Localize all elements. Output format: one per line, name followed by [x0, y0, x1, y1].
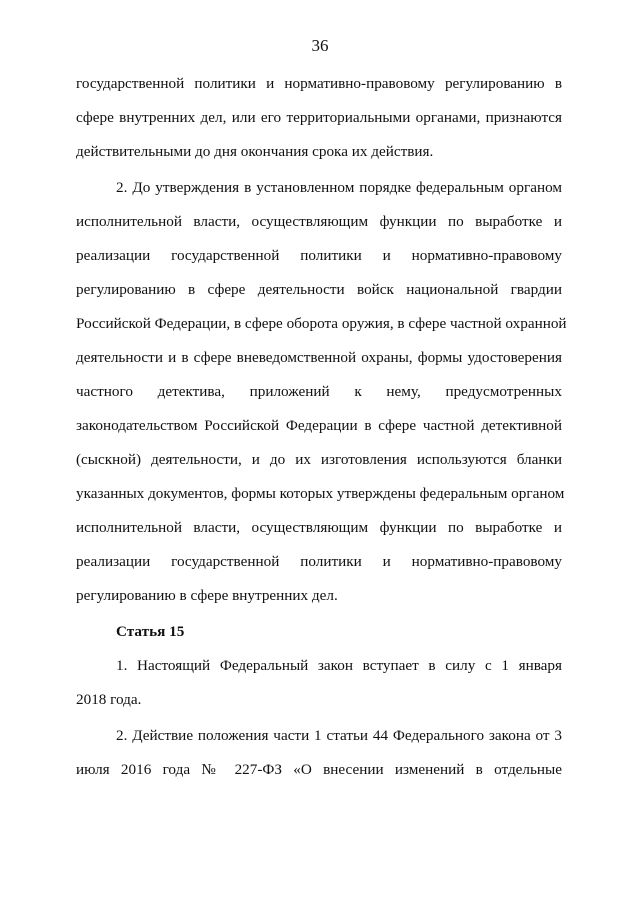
paragraph-first-line: 2. Действие положения части 1 статьи 44 Федерального закона от 3	[116, 727, 562, 744]
text-line: исполнительной власти, осуществляющим функции по выработке и	[76, 519, 562, 536]
text-line: государственной политики и нормативно-правовому регулированию в	[76, 75, 562, 92]
text-line: регулированию в сфере деятельности войск национальной гвардии	[76, 281, 562, 298]
text-line: Российской Федерации, в сфере оборота оружия, в сфере частной охранной	[76, 315, 567, 332]
text-line: (сыскной) деятельности, и до их изготовления используются бланки	[76, 451, 562, 468]
text-line: реализации государственной политики и нормативно-правовому	[76, 553, 562, 570]
article-heading: Статья 15	[116, 623, 185, 640]
text-line: деятельности и в сфере вневедомственной охраны, формы удостоверения	[76, 349, 562, 366]
text-line: исполнительной власти, осуществляющим функции по выработке и	[76, 213, 562, 230]
paragraph-first-line: 2. До утверждения в установленном порядке федеральным органом	[116, 179, 562, 196]
text-line: регулированию в сфере внутренних дел.	[76, 587, 338, 604]
text-line: сфере внутренних дел, или его территориальными органами, признаются	[76, 109, 562, 126]
text-line: действительными до дня окончания срока их действия.	[76, 143, 434, 160]
text-line: июля 2016 года № 227-ФЗ «О внесении изменений в отдельные	[76, 761, 562, 778]
paragraph-first-line: 1. Настоящий Федеральный закон вступает в силу с 1 января	[116, 657, 562, 674]
text-line: указанных документов, формы которых утверждены федеральным органом	[76, 485, 565, 502]
text-line: законодательством Российской Федерации в сфере частной детективной	[76, 417, 562, 434]
page-number: 36	[311, 36, 329, 55]
text-line: реализации государственной политики и нормативно-правовому	[76, 247, 562, 264]
text-line: частного детектива, приложений к нему, предусмотренных	[76, 383, 562, 400]
text-line: 2018 года.	[76, 691, 142, 708]
